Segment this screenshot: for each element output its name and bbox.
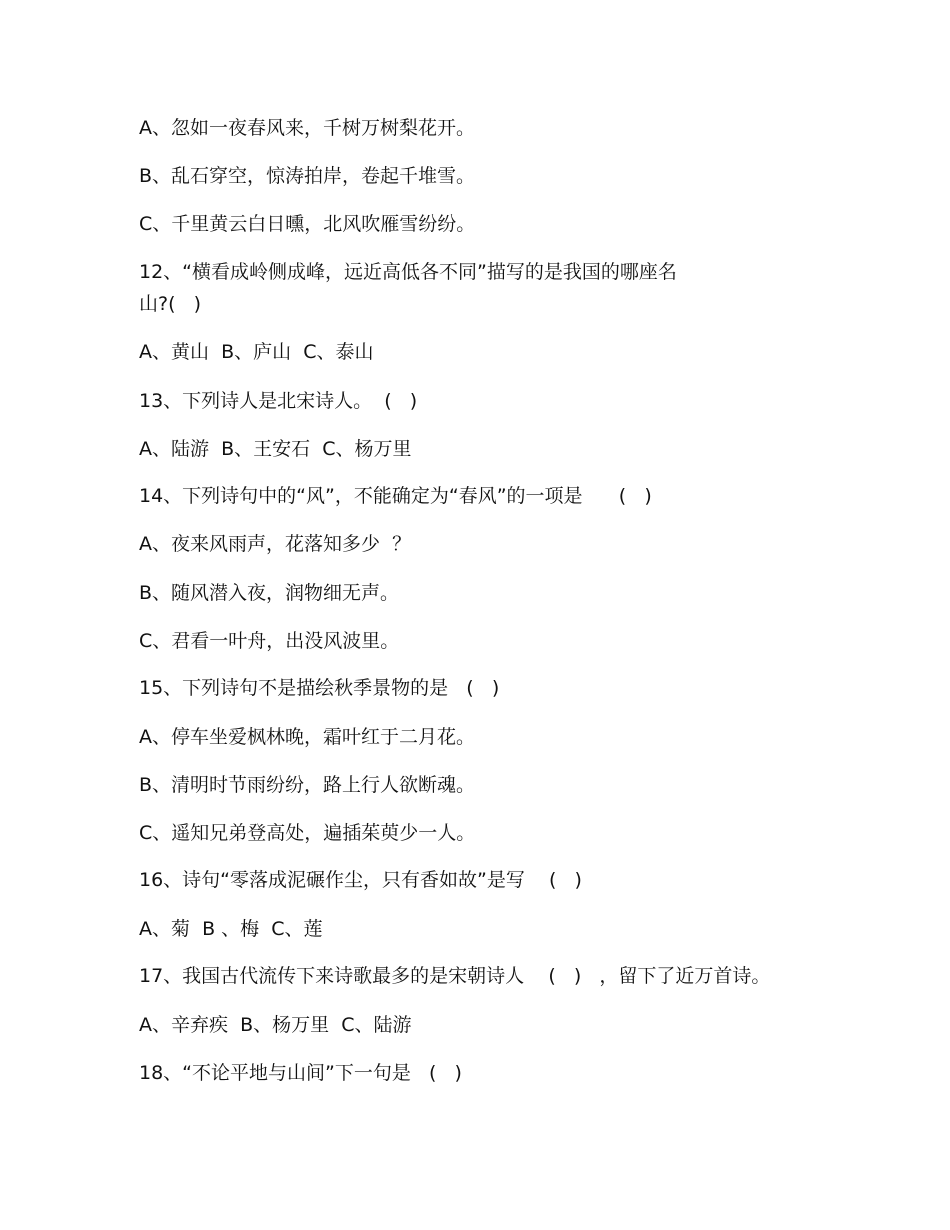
option-line: A、陆游 B、王安石 C、杨万里 bbox=[139, 438, 412, 460]
option-line: B、乱石穿空，惊涛拍岸，卷起千堆雪。 bbox=[139, 165, 476, 187]
question-line-continued: 山?( ) bbox=[139, 293, 202, 315]
question-line: 17、我国古代流传下来诗歌最多的是宋朝诗人 ( ) ，留下了近万首诗。 bbox=[139, 965, 771, 987]
question-line: 18、“不论平地与山间”下一句是 ( ) bbox=[139, 1062, 462, 1084]
option-line: A、夜来风雨声，花落知多少 ？ bbox=[139, 533, 412, 555]
question-line: 15、下列诗句不是描绘秋季景物的是 ( ) bbox=[139, 677, 500, 699]
option-line: A、菊 B 、梅 C、莲 bbox=[139, 918, 323, 940]
option-line: B、清明时节雨纷纷，路上行人欲断魂。 bbox=[139, 774, 476, 796]
option-line: A、黄山 B、庐山 C、泰山 bbox=[139, 341, 374, 363]
option-line: A、辛弃疾 B、杨万里 C、陆游 bbox=[139, 1014, 412, 1036]
question-line: 16、诗句“零落成泥碾作尘，只有香如故”是写 ( ) bbox=[139, 869, 582, 891]
option-line: A、忽如一夜春风来，千树万树梨花开。 bbox=[139, 117, 475, 139]
question-line: 13、下列诗人是北宋诗人。 ( ) bbox=[139, 390, 418, 412]
option-line: A、停车坐爱枫林晚，霜叶红于二月花。 bbox=[139, 726, 475, 748]
option-line: C、千里黄云白日曛，北风吹雁雪纷纷。 bbox=[139, 213, 476, 235]
option-line: C、遥知兄弟登高处，遍插茱萸少一人。 bbox=[139, 822, 476, 844]
question-line: 12、“横看成岭侧成峰，远近高低各不同”描写的是我国的哪座名 bbox=[139, 261, 677, 283]
option-line: C、君看一叶舟，出没风波里。 bbox=[139, 630, 400, 652]
option-line: B、随风潜入夜，润物细无声。 bbox=[139, 582, 400, 604]
question-line: 14、下列诗句中的“风”，不能确定为“春风”的一项是 ( ) bbox=[139, 485, 652, 507]
